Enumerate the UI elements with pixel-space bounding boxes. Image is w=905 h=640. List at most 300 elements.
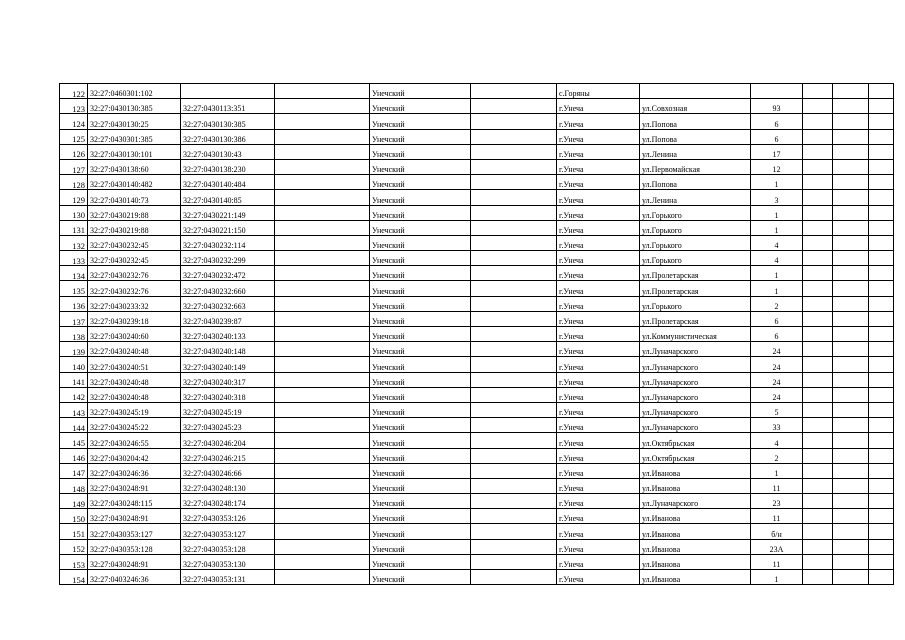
settlement-cell: г.Унеча: [557, 402, 640, 417]
cadastral-number-2-cell: 32:27:0430240:133: [181, 327, 275, 342]
street-cell: ул.Иванова: [640, 554, 751, 569]
table-body: [60, 84, 894, 585]
house-number-cell: 4: [751, 251, 803, 266]
empty-cell: [803, 342, 833, 357]
cadastral-number-2-cell: 32:27:0430248:130: [181, 478, 275, 493]
empty-cell: [803, 509, 833, 524]
empty-cell: [869, 448, 894, 463]
cadastral-number-2-cell: 32:27:0430130:43: [181, 144, 275, 159]
empty-cell: [869, 311, 894, 326]
row-number-cell: 152: [60, 539, 88, 554]
district-cell: Унечский: [370, 509, 471, 524]
empty-cell: [833, 554, 869, 569]
cadastral-number-2-cell: 32:27:0430353:131: [181, 570, 275, 585]
cadastral-number-2-cell: 32:27:0430353:127: [181, 524, 275, 539]
settlement-cell: г.Унеча: [557, 327, 640, 342]
house-number-cell: 1: [751, 570, 803, 585]
settlement-cell: г.Унеча: [557, 357, 640, 372]
empty-cell: [471, 478, 557, 493]
empty-cell: [833, 114, 869, 129]
empty-cell: [275, 539, 370, 554]
empty-cell: [833, 539, 869, 554]
row-number-cell: 144: [60, 418, 88, 433]
cadastral-number-2-cell: 32:27:0430245:19: [181, 402, 275, 417]
cadastral-number-2-cell: [181, 84, 275, 99]
empty-cell: [833, 387, 869, 402]
cadastral-number-cell: 32:27:0430130:101: [88, 144, 181, 159]
house-number-cell: 11: [751, 478, 803, 493]
row-number-cell: 145: [60, 433, 88, 448]
cadastral-number-cell: 32:27:0430240:48: [88, 342, 181, 357]
cadastral-number-2-cell: 32:27:0430221:150: [181, 220, 275, 235]
empty-cell: [275, 478, 370, 493]
empty-cell: [803, 251, 833, 266]
cadastral-number-2-cell: 32:27:0430221:149: [181, 205, 275, 220]
empty-cell: [803, 357, 833, 372]
empty-cell: [833, 402, 869, 417]
district-cell: Унечский: [370, 539, 471, 554]
settlement-cell: г.Унеча: [557, 478, 640, 493]
cadastral-number-2-cell: 32:27:0430232:114: [181, 235, 275, 250]
street-cell: ул.Первомайская: [640, 159, 751, 174]
empty-cell: [803, 99, 833, 114]
street-cell: ул.Иванова: [640, 463, 751, 478]
district-cell: Унечский: [370, 478, 471, 493]
empty-cell: [869, 463, 894, 478]
cadastral-number-2-cell: 32:27:0430240:318: [181, 387, 275, 402]
row-number-cell: 122: [60, 84, 88, 99]
table-row: [60, 205, 894, 220]
district-cell: Унечский: [370, 84, 471, 99]
cadastral-number-cell: 32:27:0430232:76: [88, 281, 181, 296]
empty-cell: [471, 570, 557, 585]
cadastral-number-cell: 32:27:0430245:19: [88, 402, 181, 417]
district-cell: Унечский: [370, 129, 471, 144]
row-number-cell: 133: [60, 251, 88, 266]
house-number-cell: 23: [751, 494, 803, 509]
row-number-cell: 131: [60, 220, 88, 235]
street-cell: ул.Иванова: [640, 509, 751, 524]
empty-cell: [803, 190, 833, 205]
empty-cell: [833, 463, 869, 478]
cadastral-number-2-cell: 32:27:0430232:660: [181, 281, 275, 296]
empty-cell: [471, 418, 557, 433]
cadastral-number-2-cell: 32:27:0430246:66: [181, 463, 275, 478]
street-cell: ул.Пролетарская: [640, 281, 751, 296]
empty-cell: [803, 205, 833, 220]
settlement-cell: г.Унеча: [557, 524, 640, 539]
settlement-cell: г.Унеча: [557, 448, 640, 463]
empty-cell: [275, 524, 370, 539]
cadastral-number-cell: 32:27:0430248:91: [88, 509, 181, 524]
house-number-cell: 24: [751, 372, 803, 387]
table-row: [60, 402, 894, 417]
settlement-cell: г.Унеча: [557, 281, 640, 296]
empty-cell: [833, 357, 869, 372]
empty-cell: [275, 99, 370, 114]
empty-cell: [275, 387, 370, 402]
street-cell: ул.Пролетарская: [640, 266, 751, 281]
cadastral-number-cell: 32:27:0430130:25: [88, 114, 181, 129]
empty-cell: [471, 114, 557, 129]
district-cell: Унечский: [370, 99, 471, 114]
empty-cell: [869, 114, 894, 129]
street-cell: ул.Горького: [640, 251, 751, 266]
house-number-cell: 2: [751, 448, 803, 463]
cadastral-number-cell: 32:27:0430301:385: [88, 129, 181, 144]
settlement-cell: г.Унеча: [557, 251, 640, 266]
cadastral-number-2-cell: 32:27:0430353:126: [181, 509, 275, 524]
district-cell: Унечский: [370, 524, 471, 539]
empty-cell: [803, 554, 833, 569]
street-cell: [640, 84, 751, 99]
empty-cell: [833, 418, 869, 433]
table-row: [60, 311, 894, 326]
empty-cell: [803, 433, 833, 448]
cadastral-number-cell: 32:27:0430248:91: [88, 554, 181, 569]
settlement-cell: г.Унеча: [557, 342, 640, 357]
empty-cell: [833, 220, 869, 235]
cadastral-number-cell: 32:27:0430138:60: [88, 159, 181, 174]
house-number-cell: 3: [751, 190, 803, 205]
cadastral-number-cell: 32:27:0430246:36: [88, 463, 181, 478]
empty-cell: [869, 418, 894, 433]
row-number-cell: 138: [60, 327, 88, 342]
table-row: [60, 448, 894, 463]
empty-cell: [803, 266, 833, 281]
cadastral-number-2-cell: 32:27:0430232:663: [181, 296, 275, 311]
empty-cell: [471, 129, 557, 144]
empty-cell: [869, 129, 894, 144]
cadastral-number-cell: 32:27:0430240:60: [88, 327, 181, 342]
district-cell: Унечский: [370, 372, 471, 387]
table-row: [60, 387, 894, 402]
empty-cell: [471, 327, 557, 342]
settlement-cell: с.Горяны: [557, 84, 640, 99]
empty-cell: [803, 463, 833, 478]
settlement-cell: г.Унеча: [557, 235, 640, 250]
settlement-cell: г.Унеча: [557, 144, 640, 159]
empty-cell: [869, 327, 894, 342]
row-number-cell: 127: [60, 159, 88, 174]
empty-cell: [869, 175, 894, 190]
empty-cell: [803, 144, 833, 159]
empty-cell: [275, 281, 370, 296]
row-number-cell: 129: [60, 190, 88, 205]
empty-cell: [471, 251, 557, 266]
district-cell: Унечский: [370, 114, 471, 129]
district-cell: Унечский: [370, 357, 471, 372]
table-row: [60, 159, 894, 174]
empty-cell: [275, 570, 370, 585]
empty-cell: [471, 235, 557, 250]
empty-cell: [803, 539, 833, 554]
street-cell: ул.Коммунистическая: [640, 327, 751, 342]
table-row: [60, 478, 894, 493]
house-number-cell: 93: [751, 99, 803, 114]
cadastral-number-2-cell: 32:27:0430246:215: [181, 448, 275, 463]
district-cell: Унечский: [370, 448, 471, 463]
street-cell: ул.Октябрьская: [640, 433, 751, 448]
table-row: [60, 266, 894, 281]
empty-cell: [803, 494, 833, 509]
settlement-cell: г.Унеча: [557, 418, 640, 433]
cadastral-number-cell: 32:27:0430246:55: [88, 433, 181, 448]
cadastral-number-2-cell: 32:27:0430240:148: [181, 342, 275, 357]
district-cell: Унечский: [370, 494, 471, 509]
district-cell: Унечский: [370, 220, 471, 235]
settlement-cell: г.Унеча: [557, 311, 640, 326]
empty-cell: [869, 99, 894, 114]
empty-cell: [833, 524, 869, 539]
street-cell: ул.Луначарского: [640, 402, 751, 417]
house-number-cell: 6: [751, 327, 803, 342]
empty-cell: [275, 235, 370, 250]
cadastral-number-2-cell: 32:27:0430240:149: [181, 357, 275, 372]
street-cell: ул.Иванова: [640, 478, 751, 493]
row-number-cell: 132: [60, 235, 88, 250]
empty-cell: [833, 205, 869, 220]
cadastral-number-cell: 32:27:0430353:128: [88, 539, 181, 554]
empty-cell: [869, 372, 894, 387]
district-cell: Унечский: [370, 296, 471, 311]
empty-cell: [869, 190, 894, 205]
house-number-cell: 17: [751, 144, 803, 159]
row-number-cell: 130: [60, 205, 88, 220]
empty-cell: [869, 281, 894, 296]
district-cell: Унечский: [370, 387, 471, 402]
empty-cell: [275, 84, 370, 99]
cadastral-number-cell: 32:27:0430219:88: [88, 205, 181, 220]
empty-cell: [471, 494, 557, 509]
empty-cell: [275, 494, 370, 509]
empty-cell: [869, 296, 894, 311]
table-row: [60, 99, 894, 114]
empty-cell: [471, 205, 557, 220]
empty-cell: [833, 175, 869, 190]
empty-cell: [803, 418, 833, 433]
table-row: [60, 251, 894, 266]
empty-cell: [869, 524, 894, 539]
empty-cell: [471, 554, 557, 569]
settlement-cell: г.Унеча: [557, 554, 640, 569]
table-row: [60, 114, 894, 129]
cadastral-number-cell: 32:27:0430240:48: [88, 372, 181, 387]
empty-cell: [275, 342, 370, 357]
empty-cell: [803, 114, 833, 129]
empty-cell: [471, 84, 557, 99]
cadastral-number-2-cell: 32:27:0430130:385: [181, 114, 275, 129]
empty-cell: [833, 99, 869, 114]
district-cell: Унечский: [370, 251, 471, 266]
street-cell: ул.Иванова: [640, 570, 751, 585]
table-row: [60, 509, 894, 524]
empty-cell: [803, 84, 833, 99]
empty-cell: [803, 448, 833, 463]
house-number-cell: 33: [751, 418, 803, 433]
empty-cell: [833, 433, 869, 448]
settlement-cell: г.Унеча: [557, 494, 640, 509]
empty-cell: [803, 387, 833, 402]
cadastral-number-2-cell: 32:27:0430130:386: [181, 129, 275, 144]
street-cell: ул.Совхозная: [640, 99, 751, 114]
empty-cell: [869, 402, 894, 417]
empty-cell: [869, 570, 894, 585]
cadastral-number-2-cell: 32:27:0430113:351: [181, 99, 275, 114]
empty-cell: [803, 478, 833, 493]
empty-cell: [275, 144, 370, 159]
house-number-cell: 11: [751, 554, 803, 569]
row-number-cell: 126: [60, 144, 88, 159]
empty-cell: [833, 570, 869, 585]
empty-cell: [275, 129, 370, 144]
cadastral-number-2-cell: 32:27:0430353:128: [181, 539, 275, 554]
empty-cell: [471, 296, 557, 311]
empty-cell: [275, 220, 370, 235]
settlement-cell: г.Унеча: [557, 463, 640, 478]
empty-cell: [833, 509, 869, 524]
empty-cell: [833, 144, 869, 159]
empty-cell: [869, 144, 894, 159]
cadastral-number-2-cell: 32:27:0430232:299: [181, 251, 275, 266]
empty-cell: [803, 311, 833, 326]
empty-cell: [803, 220, 833, 235]
cadastral-number-cell: 32:27:0430240:51: [88, 357, 181, 372]
empty-cell: [833, 296, 869, 311]
empty-cell: [869, 433, 894, 448]
settlement-cell: г.Унеча: [557, 433, 640, 448]
empty-cell: [833, 494, 869, 509]
table-row: [60, 357, 894, 372]
row-number-cell: 149: [60, 494, 88, 509]
empty-cell: [275, 327, 370, 342]
house-number-cell: 6: [751, 129, 803, 144]
house-number-cell: 1: [751, 220, 803, 235]
street-cell: ул.Горького: [640, 220, 751, 235]
cadastral-number-cell: 32:27:0430232:76: [88, 266, 181, 281]
house-number-cell: 11: [751, 509, 803, 524]
house-number-cell: 1: [751, 266, 803, 281]
settlement-cell: г.Унеча: [557, 114, 640, 129]
cadastral-number-cell: 32:27:0430130:385: [88, 99, 181, 114]
empty-cell: [869, 554, 894, 569]
empty-cell: [869, 84, 894, 99]
district-cell: Унечский: [370, 402, 471, 417]
district-cell: Унечский: [370, 418, 471, 433]
empty-cell: [471, 509, 557, 524]
row-number-cell: 134: [60, 266, 88, 281]
empty-cell: [471, 342, 557, 357]
empty-cell: [833, 342, 869, 357]
house-number-cell: 4: [751, 433, 803, 448]
cadastral-number-cell: 32:27:0430239:18: [88, 311, 181, 326]
empty-cell: [275, 554, 370, 569]
empty-cell: [471, 190, 557, 205]
empty-cell: [833, 311, 869, 326]
settlement-cell: г.Унеча: [557, 99, 640, 114]
empty-cell: [275, 433, 370, 448]
empty-cell: [833, 251, 869, 266]
settlement-cell: г.Унеча: [557, 266, 640, 281]
empty-cell: [803, 281, 833, 296]
empty-cell: [833, 478, 869, 493]
empty-cell: [869, 478, 894, 493]
settlement-cell: г.Унеча: [557, 296, 640, 311]
house-number-cell: 5: [751, 402, 803, 417]
empty-cell: [275, 509, 370, 524]
settlement-cell: г.Унеча: [557, 570, 640, 585]
cadastral-number-cell: 32:27:0430204:42: [88, 448, 181, 463]
cadastral-number-cell: 32:27:0460301:102: [88, 84, 181, 99]
cadastral-number-cell: 32:27:0430248:115: [88, 494, 181, 509]
empty-cell: [471, 387, 557, 402]
table-row: [60, 129, 894, 144]
cadastral-number-cell: 32:27:0430353:127: [88, 524, 181, 539]
table-row: [60, 524, 894, 539]
cadastral-number-cell: 32:27:0430232:45: [88, 235, 181, 250]
empty-cell: [275, 114, 370, 129]
district-cell: Унечский: [370, 570, 471, 585]
row-number-cell: 128: [60, 175, 88, 190]
settlement-cell: г.Унеча: [557, 387, 640, 402]
house-number-cell: 24: [751, 387, 803, 402]
house-number-cell: 1: [751, 281, 803, 296]
cadastral-number-cell: 32:27:0430140:482: [88, 175, 181, 190]
row-number-cell: 141: [60, 372, 88, 387]
empty-cell: [869, 205, 894, 220]
empty-cell: [275, 463, 370, 478]
empty-cell: [275, 448, 370, 463]
district-cell: Унечский: [370, 159, 471, 174]
district-cell: Унечский: [370, 281, 471, 296]
empty-cell: [869, 251, 894, 266]
table-row: [60, 554, 894, 569]
row-number-cell: 139: [60, 342, 88, 357]
row-number-cell: 142: [60, 387, 88, 402]
table-row: [60, 281, 894, 296]
cadastral-number-2-cell: 32:27:0430140:85: [181, 190, 275, 205]
cadastral-number-2-cell: 32:27:0430353:130: [181, 554, 275, 569]
settlement-cell: г.Унеча: [557, 372, 640, 387]
table-row: [60, 175, 894, 190]
row-number-cell: 153: [60, 554, 88, 569]
settlement-cell: г.Унеча: [557, 509, 640, 524]
table-row: [60, 235, 894, 250]
cadastral-number-cell: 32:27:0430233:32: [88, 296, 181, 311]
house-number-cell: 24: [751, 342, 803, 357]
empty-cell: [833, 327, 869, 342]
empty-cell: [471, 99, 557, 114]
cadastral-number-2-cell: 32:27:0430138:230: [181, 159, 275, 174]
street-cell: ул.Горького: [640, 235, 751, 250]
table-row: [60, 327, 894, 342]
street-cell: ул.Попова: [640, 129, 751, 144]
row-number-cell: 135: [60, 281, 88, 296]
street-cell: ул.Ленина: [640, 144, 751, 159]
empty-cell: [803, 235, 833, 250]
house-number-cell: 23А: [751, 539, 803, 554]
settlement-cell: г.Унеча: [557, 159, 640, 174]
street-cell: ул.Октябрьская: [640, 448, 751, 463]
table-row: [60, 84, 894, 99]
empty-cell: [471, 266, 557, 281]
district-cell: Унечский: [370, 205, 471, 220]
table-row: [60, 296, 894, 311]
street-cell: ул.Луначарского: [640, 342, 751, 357]
settlement-cell: г.Унеча: [557, 205, 640, 220]
street-cell: ул.Попова: [640, 114, 751, 129]
document-sheet: [59, 83, 894, 585]
